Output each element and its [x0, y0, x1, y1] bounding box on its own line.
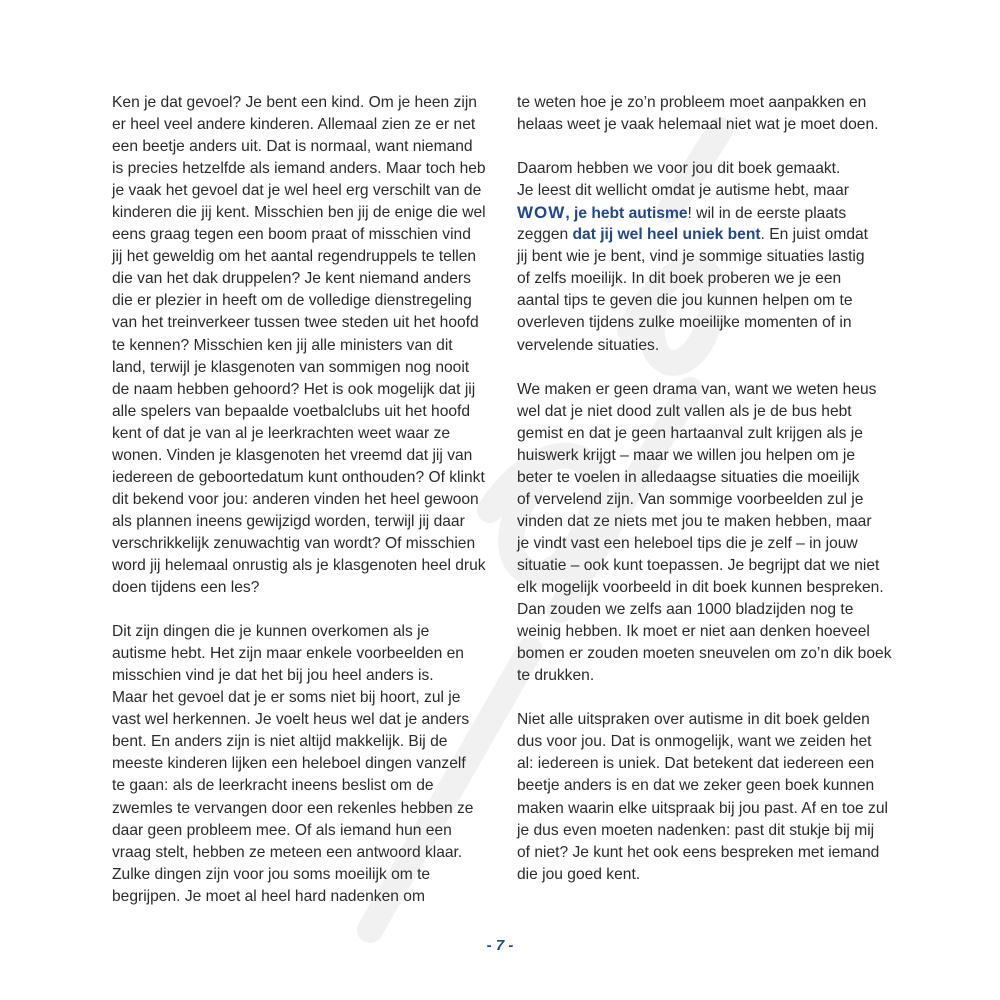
text-line: daar geen probleem mee. Of als iemand hun een	[112, 821, 452, 839]
text-line: land, terwijl je klasgenoten van sommigen nog nooit	[112, 358, 470, 376]
text-line: gemist en dat je geen hartaanval zult krijgen als je	[517, 424, 863, 442]
paragraph-gap	[517, 136, 902, 158]
text-line: kinderen die jij kent. Misschien ben jij de enige die wel	[112, 204, 486, 222]
text-line: meeste kinderen lijken een heleboel dingen vanzelf	[112, 755, 466, 773]
text-line: wonen. Vinden je klasgenoten het vreemd dat jij van	[112, 446, 473, 464]
text-line: zwemles te vervangen door een rekenles hebben ze	[112, 799, 474, 817]
text-line: misschien vind je dat het bij jou heel anders is.	[112, 667, 434, 685]
text-line: iedereen de geboortedatum kunt onthouden? Of klinkt	[112, 468, 485, 486]
text-line: van het treinverkeer tussen twee steden uit het hoofd	[112, 314, 479, 332]
paragraph-gap	[517, 687, 902, 709]
text-line: weinig hebben. Ik moet er niet aan denken hoeveel	[517, 623, 870, 641]
text-line: verschrikkelijk zenuwachtig van wordt? Of misschien	[112, 534, 476, 552]
text-line: jij het geweldig om het aantal regendruppels te tellen	[112, 248, 477, 266]
left-paragraph-1	[112, 92, 492, 599]
text-line: beter te voelen in alledaagse situaties die moeilijk	[517, 468, 860, 486]
text-line: als plannen ineens gewijzigd worden, terwijl jij daar	[112, 512, 465, 530]
text-line: Dan zouden we zelfs aan 1000 bladzijden nog te	[517, 601, 854, 619]
text-line: te kennen? Misschien ken jij alle ministers van dit	[112, 336, 453, 354]
text-line: is precies hetzelfde als iemand anders. Maar toch heb	[112, 160, 486, 178]
text-line: vervelende situaties.	[517, 336, 660, 354]
text-line: of vervelend zijn. Van sommige voorbeelden zul je	[517, 490, 864, 508]
text-line: dit bekend voor jou: anderen vinden het heel gewoon	[112, 490, 479, 508]
text-line: vinden dat ze niets met jou te maken hebben, maar	[517, 512, 872, 530]
text-line: begrijpen. Je moet al heel hard nadenken om	[112, 887, 425, 905]
left-column	[112, 92, 492, 908]
page-number: - 7 -	[486, 937, 514, 954]
text-line: vast wel herkennen. Je voelt heus wel dat je anders	[112, 711, 470, 729]
text-line: Maar het gevoel dat je er soms niet bij hoort, zul je	[112, 689, 461, 707]
text-line: bent. En anders zijn is niet altijd makkelijk. Bij de	[112, 733, 448, 751]
text-line: of zelfs moeilijk. In dit boek proberen we je een	[517, 270, 842, 288]
right-paragraph-1	[517, 92, 902, 136]
text-line: een beetje anders uit. Dat is normaal, want niemand	[112, 138, 473, 156]
text-line: jij bent wie je bent, vind je sommige situaties lastig	[517, 248, 865, 266]
text-line: We maken er geen drama van, want we weten heus	[517, 380, 877, 398]
text-line: Niet alle uitspraken over autisme in dit boek gelden	[517, 711, 870, 729]
wow-emphasis: WOW	[517, 203, 566, 223]
text-span: . En juist omdat	[760, 226, 869, 244]
text-span: zeggen	[517, 226, 573, 244]
right-column	[517, 92, 902, 886]
text-line: de naam hebben gehoord? Het is ook mogelijk dat jij	[112, 380, 476, 398]
text-line: maken waarin elke uitspraak bij jou past. Af en toe zul	[517, 799, 888, 817]
text-line: dus voor jou. Dat is onmogelijk, want we zeiden het	[517, 733, 872, 751]
text-line: aantal tips te geven die jou kunnen helpen om te	[517, 292, 853, 310]
text-line: eens graag tegen een boom praat of misschien vind	[112, 226, 471, 244]
right-paragraph-3	[517, 379, 902, 688]
text-line: beetje anders is en dat we zeker geen boek kunnen	[517, 777, 875, 795]
right-paragraph-2	[517, 158, 902, 356]
text-line: alle spelers van bepaalde voetbalclubs uit het hoofd	[112, 402, 471, 420]
text-line: situatie – ook kunt toepassen. Je begrijpt dat we niet	[517, 556, 880, 574]
text-line: vraag stelt, hebben ze meteen een antwoord klaar.	[112, 843, 463, 861]
text-line: al: iedereen is uniek. Dat betekent dat iedereen een	[517, 755, 875, 773]
text-line: doen tijdens een les?	[112, 579, 260, 597]
unique-emphasis: dat jij wel heel uniek bent	[572, 226, 761, 244]
text-line: die van het dak druppelen? Je kent niemand anders	[112, 270, 471, 288]
text-line: of niet? Je kunt het ook eens bespreken met iemand	[517, 843, 880, 861]
text-line: helaas weet je vaak helemaal niet wat je moet doen.	[517, 116, 879, 134]
text-line: Je leest dit wellicht omdat je autisme hebt, maar	[517, 182, 849, 200]
text-line: kent of dat je van al je leerkrachten weet waar ze	[112, 424, 451, 442]
left-paragraph-2	[112, 621, 492, 908]
highlight-line	[517, 224, 902, 246]
text-line: Zulke dingen zijn voor jou soms moeilijk om te	[112, 865, 431, 883]
text-line: je vindt vast een heleboel tips die je zelf – in jouw	[517, 534, 858, 552]
text-line: elk mogelijk voorbeeld in dit boek kunnen bespreken.	[517, 579, 884, 597]
text-line: er heel veel andere kinderen. Allemaal zien ze er net	[112, 116, 476, 134]
text-line: bomen er zouden moeten sneuvelen om zo’n dik boek	[517, 645, 892, 663]
text-line: wel dat je niet dood zult vallen als je de bus hebt	[517, 402, 852, 420]
text-line: word jij helemaal onrustig als je klasgenoten heel druk	[112, 556, 486, 574]
paragraph-gap	[112, 599, 492, 621]
text-line: Dit zijn dingen die je kunnen overkomen als je	[112, 623, 430, 641]
text-line: Daarom hebben we voor jou dit boek gemaakt.	[517, 160, 841, 178]
text-line: te gaan: als de leerkracht ineens beslist om de	[112, 777, 434, 795]
text-line: overleven tijdens zulke moeilijke momenten of in	[517, 314, 852, 332]
text-line: die er plezier in heeft om de volledige dienstregeling	[112, 292, 472, 310]
highlight-line	[517, 202, 902, 224]
text-line: je vaak het gevoel dat je wel heel erg verschilt van de	[112, 182, 482, 200]
text-line: je dus even moeten nadenken: past dit stukje bij mij	[517, 821, 875, 839]
book-title-emphasis: , je hebt autisme	[565, 205, 688, 223]
text-line: Ken je dat gevoel? Je bent een kind. Om je heen zijn	[112, 94, 477, 111]
text-span: ! wil in de eerste plaats	[687, 205, 847, 223]
paragraph-gap	[517, 357, 902, 379]
text-line: die jou goed kent.	[517, 865, 641, 883]
text-line: te drukken.	[517, 667, 595, 685]
right-paragraph-4	[517, 709, 902, 885]
text-line: huiswerk krijgt – maar we willen jou helpen om je	[517, 446, 856, 464]
text-line: autisme hebt. Het zijn maar enkele voorbeelden en	[112, 645, 464, 663]
text-line: te weten hoe je zo’n probleem moet aanpakken en	[517, 94, 867, 111]
